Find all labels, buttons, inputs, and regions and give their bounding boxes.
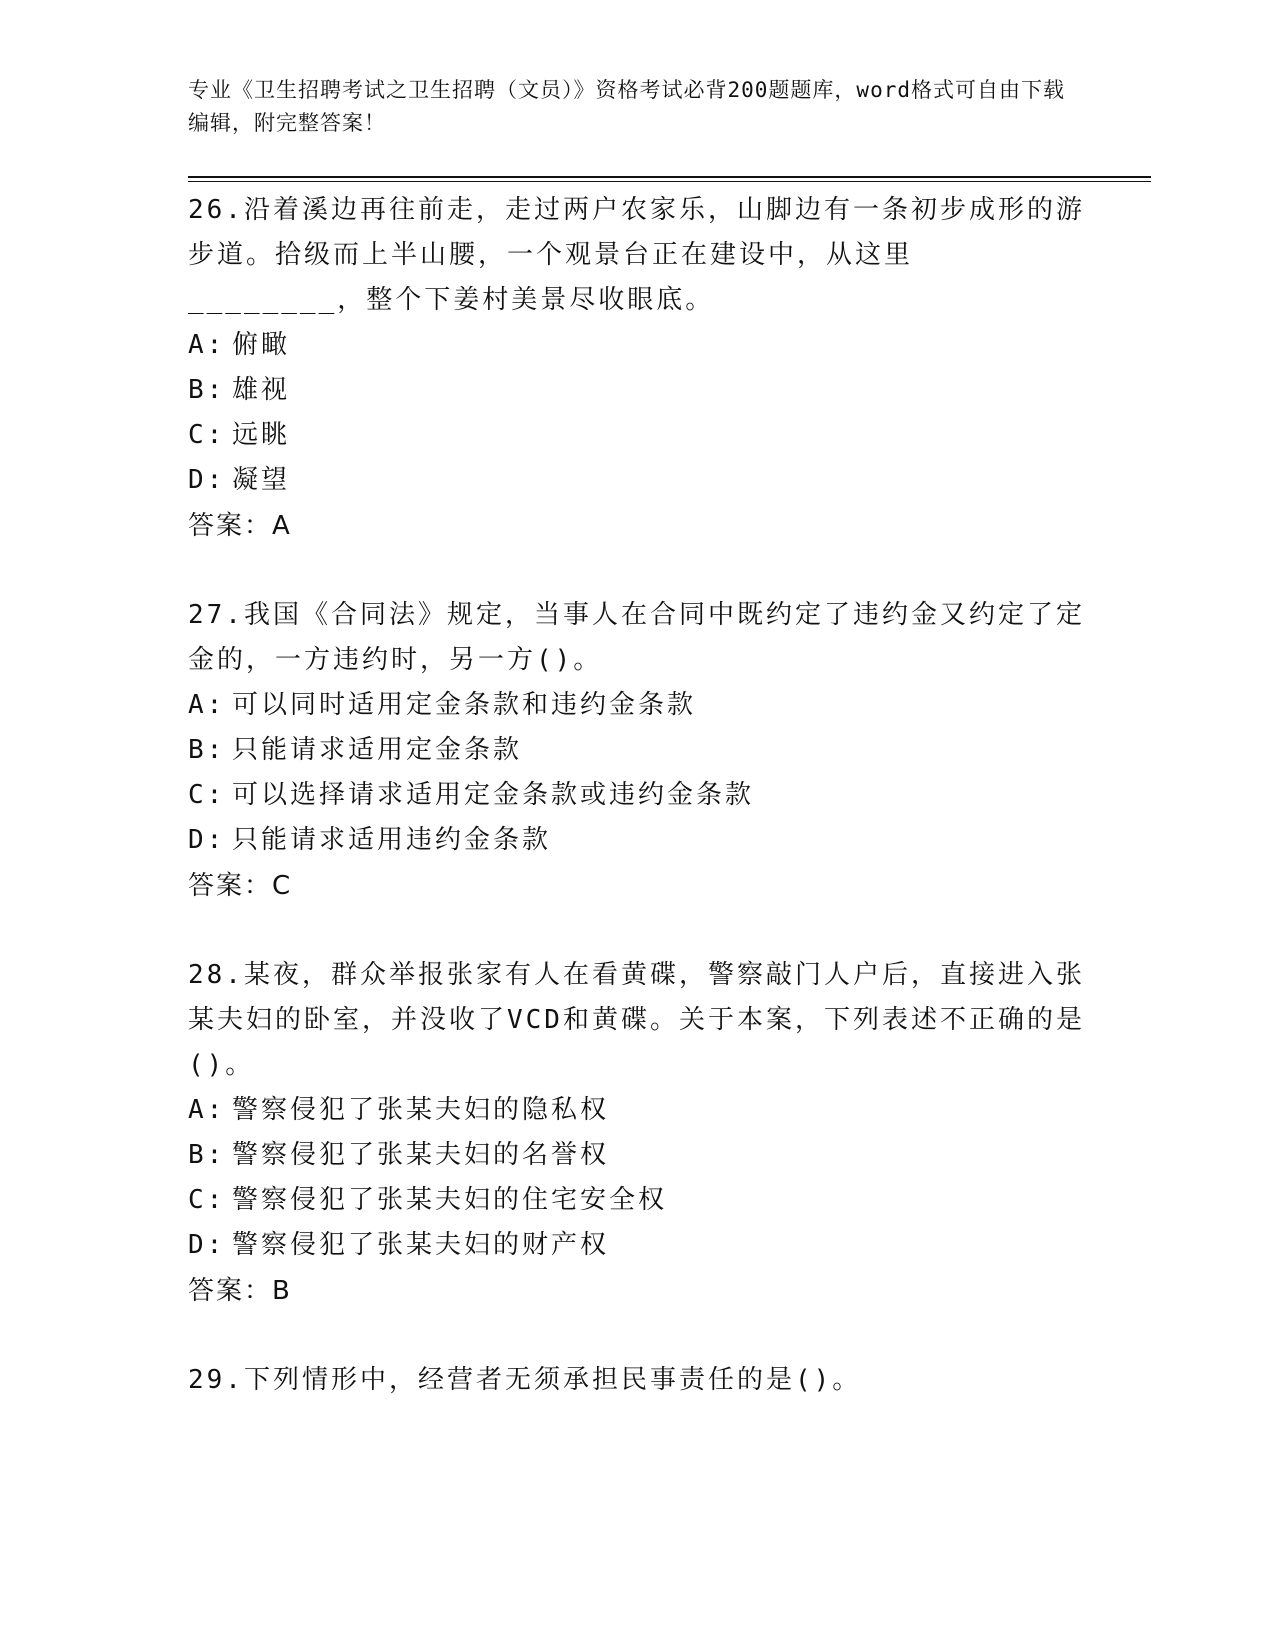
option-text: 只能请求适用违约金条款 <box>232 825 552 855</box>
option-text: 可以同时适用定金条款和违约金条款 <box>232 690 697 720</box>
header-divider-thick <box>188 176 1151 178</box>
option-text: 警察侵犯了张某夫妇的住宅安全权 <box>232 1185 668 1215</box>
question-26 <box>188 188 1088 549</box>
option-c <box>188 1178 1088 1223</box>
answer-line: 答案：B <box>188 1276 292 1306</box>
option-c <box>188 773 1088 818</box>
option-letter: D: <box>188 1230 226 1260</box>
option-d <box>188 1223 1088 1268</box>
option-b <box>188 368 1088 413</box>
header-divider-thin <box>188 181 1151 182</box>
option-letter: A: <box>188 1095 226 1125</box>
option-text: 警察侵犯了张某夫妇的名誉权 <box>232 1140 610 1170</box>
option-letter: A: <box>188 330 226 360</box>
question-28 <box>188 953 1088 1314</box>
option-a <box>188 1088 1088 1133</box>
option-a <box>188 683 1088 728</box>
question-list <box>188 188 1088 1403</box>
option-letter: B: <box>188 1140 226 1170</box>
answer-line: 答案：A <box>188 511 292 541</box>
document-header: 专业《卫生招聘考试之卫生招聘（文员）》资格考试必背200题题库，word格式可自由下载编辑，附完整答案！ <box>188 78 1065 135</box>
option-letter: D: <box>188 825 226 855</box>
option-text: 只能请求适用定金条款 <box>232 735 523 765</box>
option-letter: C: <box>188 420 226 450</box>
question-spacer <box>188 549 1088 593</box>
question-29 <box>188 1358 1088 1403</box>
option-text: 雄视 <box>232 375 291 405</box>
option-text: 警察侵犯了张某夫妇的隐私权 <box>232 1095 610 1125</box>
option-b <box>188 1133 1088 1178</box>
option-c <box>188 413 1088 458</box>
option-letter: D: <box>188 465 226 495</box>
question-stem: 26.沿着溪边再往前走，走过两户农家乐，山脚边有一条初步成形的游步道。拾级而上半山腰，一个观景台正在建设中，从这里________，整个下姜村美景尽收眼底。 <box>188 195 1085 315</box>
option-letter: B: <box>188 735 226 765</box>
option-d <box>188 818 1088 863</box>
option-a <box>188 323 1088 368</box>
question-27 <box>188 593 1088 909</box>
option-b <box>188 728 1088 773</box>
option-text: 警察侵犯了张某夫妇的财产权 <box>232 1230 610 1260</box>
question-spacer <box>188 1314 1088 1358</box>
option-letter: C: <box>188 780 226 810</box>
option-letter: C: <box>188 1185 226 1215</box>
option-text: 凝望 <box>232 465 291 495</box>
answer-line: 答案：C <box>188 871 293 901</box>
option-letter: B: <box>188 375 226 405</box>
option-letter: A: <box>188 690 226 720</box>
question-stem: 28.某夜，群众举报张家有人在看黄碟，警察敲门人户后，直接进入张某夫妇的卧室，并没收了VCD和黄碟。关于本案，下列表述不正确的是()。 <box>188 960 1085 1080</box>
option-text: 远眺 <box>232 420 291 450</box>
option-text: 俯瞰 <box>232 330 291 360</box>
question-spacer <box>188 909 1088 953</box>
option-d <box>188 458 1088 503</box>
question-stem: 29.下列情形中，经营者无须承担民事责任的是()。 <box>188 1365 862 1395</box>
question-stem: 27.我国《合同法》规定，当事人在合同中既约定了违约金又约定了定金的，一方违约时，另一方()。 <box>188 600 1085 675</box>
option-text: 可以选择请求适用定金条款或违约金条款 <box>232 780 755 810</box>
